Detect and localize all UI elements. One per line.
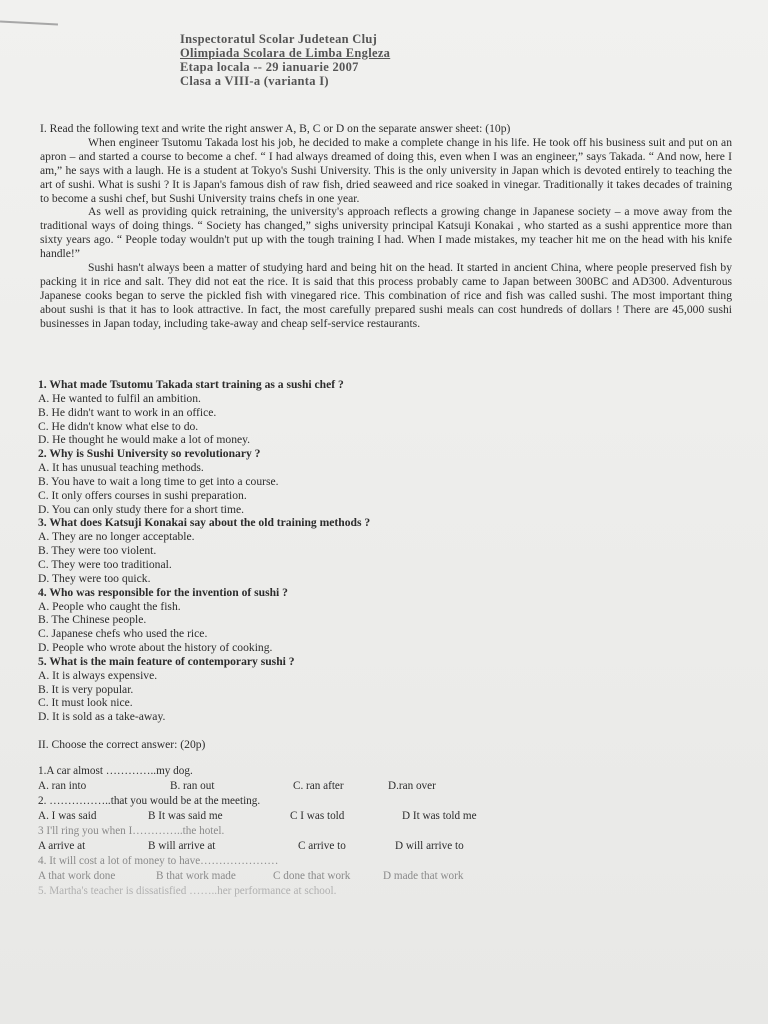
- option: D. They were too quick.: [38, 571, 151, 585]
- option: B. He didn't want to work in an office.: [38, 405, 217, 419]
- header-line-olympiad: Olimpiada Scolara de Limba Engleza: [180, 46, 391, 60]
- option: D It was told me: [402, 810, 477, 822]
- option: C. ran after: [293, 780, 344, 792]
- option: C arrive to: [298, 840, 346, 852]
- option: B. ran out: [170, 780, 215, 792]
- question-5: 5. What is the main feature of contemporary sushi ?: [38, 654, 295, 668]
- option: B. They were too violent.: [38, 544, 157, 558]
- option: D will arrive to: [395, 840, 464, 852]
- option: B will arrive at: [148, 840, 216, 852]
- option: A. I was said: [38, 810, 97, 822]
- reading-paragraph: As well as providing quick retraining, the university's approach reflects a growing change in Japanese society – a move away from the traditional ways of doing things. “ Society has changed,” sighs university principal Katsuji Konakai , who started as a sushi apprentice more than sixty years ago. “ People today wouldn't put up with the tough training I had. When I made mistakes, my teacher hit me on the head with his knife handle!”: [40, 205, 732, 261]
- option: B It was said me: [148, 810, 223, 822]
- option: A arrive at: [38, 840, 86, 852]
- section2-title: II. Choose the correct answer: (20p): [38, 738, 206, 751]
- header-line-inspectorate: Inspectoratul Scolar Judetean Cluj: [180, 32, 378, 46]
- reading-paragraph: When engineer Tsutomu Takada lost his job, he decided to make a complete change in his life. He took off his business suit and put on an apron – and started a course to become a chef. “ I had always dreamed of doing this, even when I was an engineer,” says Takada. “ And now, here I am,” he says with a laugh. He is a student at Tokyo's Sushi University. This is the only university in Japan which is devoted entirely to teaching the art of sushi. What is sushi ? It is Japan's famous dish of raw fish, dried seaweed and rice soaked in vinegar. Traditionally it takes decades of training to become a sushi chef, but Sushi University trains chefs in one year.: [40, 135, 732, 205]
- reading-paragraph: Sushi hasn't always been a matter of studying hard and being hit on the head. It started in ancient China, where people preserved fish by packing it in rice and salt. They did not eat the rice. It is said that this process probably came to Japan between 300BC and AD300. Adventurous Japanese cooks began to serve the pickled fish with vinegared rice. This combination of rice and fish was called sushi. The most important thing about sushi is that it has to look attractive. In fact, the most carefully prepared sushi meals can cost hundreds of dollars ! There are 45,000 sushi businesses in Japan today, including take-away and cheap self-service restaurants.: [40, 261, 732, 330]
- grammar-stem: 1.A car almost …………..my dog.: [38, 765, 193, 777]
- option: B. It is very popular.: [38, 682, 134, 696]
- option: C done that work: [273, 870, 351, 882]
- option: A. It is always expensive.: [38, 668, 158, 682]
- option: A. ran into: [38, 780, 87, 792]
- option: C I was told: [290, 810, 345, 822]
- grammar-options: [38, 869, 730, 884]
- option: C. He didn't know what else to do.: [38, 419, 199, 433]
- grammar-stem: 5. Martha's teacher is dissatisfied ……..her performance at school.: [38, 885, 337, 897]
- header-line-grade: Clasa a VIII-a (varianta I): [180, 74, 329, 88]
- reading-section: [40, 122, 732, 331]
- grammar-stem: 4. It will cost a lot of money to have…………………: [38, 855, 279, 867]
- question-3: 3. What does Katsuji Konakai say about the old training methods ?: [38, 516, 371, 530]
- option: A. He wanted to fulfil an ambition.: [38, 391, 201, 405]
- reading-questions: [38, 378, 730, 724]
- option: A that work done: [38, 870, 116, 882]
- option: A. It has unusual teaching methods.: [38, 461, 204, 475]
- grammar-stem: 3 I'll ring you when I…………..the hotel.: [38, 825, 225, 837]
- grammar-options: [38, 779, 730, 794]
- header-line-stage-date: Etapa locala -- 29 ianuarie 2007: [180, 60, 359, 74]
- scan-mark: [0, 20, 58, 25]
- option: C. They were too traditional.: [38, 557, 172, 571]
- option: D. He thought he would make a lot of money.: [38, 433, 251, 447]
- question-1: 1. What made Tsutomu Takada start training as a sushi chef ?: [38, 378, 344, 391]
- option: A. They are no longer acceptable.: [38, 530, 195, 544]
- option: D. You can only study there for a short time.: [38, 502, 245, 516]
- option: D. People who wrote about the history of cooking.: [38, 641, 273, 655]
- section1-instruction: I. Read the following text and write the right answer A, B, C or D on the separate answer sheet: (10p): [40, 122, 511, 135]
- option: D made that work: [383, 870, 464, 882]
- option: B that work made: [156, 870, 236, 882]
- grammar-section: [38, 764, 730, 899]
- grammar-stem: 2. ……………..that you would be at the meeting.: [38, 795, 261, 807]
- grammar-options: [38, 839, 730, 854]
- option: A. People who caught the fish.: [38, 599, 181, 613]
- question-4: 4. Who was responsible for the invention of sushi ?: [38, 585, 288, 599]
- exam-header: [180, 32, 440, 88]
- option: B. You have to wait a long time to get into a course.: [38, 474, 279, 488]
- option: C. It must look nice.: [38, 696, 133, 710]
- question-2: 2. Why is Sushi University so revolutionary ?: [38, 447, 261, 461]
- grammar-options: [38, 809, 730, 824]
- option: D. It is sold as a take-away.: [38, 710, 166, 724]
- option: C. It only offers courses in sushi preparation.: [38, 488, 247, 502]
- option: B. The Chinese people.: [38, 613, 147, 627]
- option: C. Japanese chefs who used the rice.: [38, 627, 208, 641]
- option: D.ran over: [388, 780, 436, 792]
